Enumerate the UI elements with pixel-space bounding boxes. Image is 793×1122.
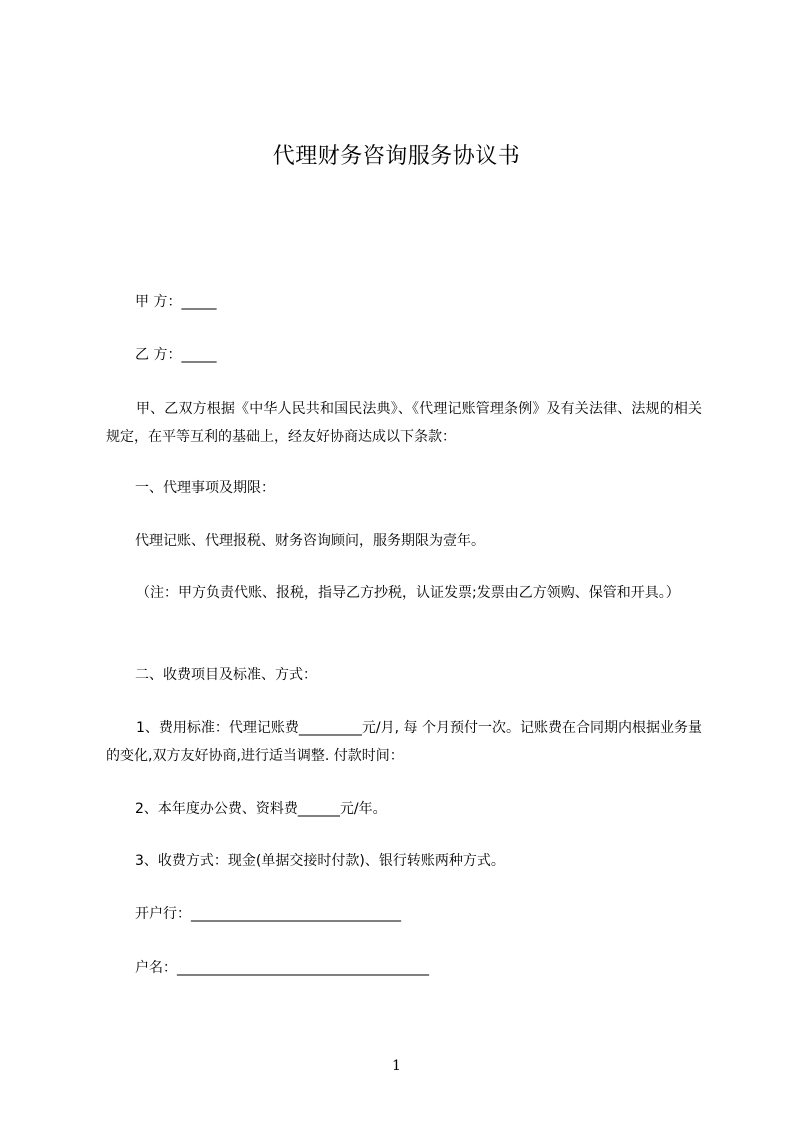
section-1-heading: 一、代理事项及期限： [135,480,275,496]
section-2-heading: 二、收费项目及标准、方式： [135,667,317,683]
party-b-line: 乙 方：_____ [135,347,217,363]
document-title: 代理财务咨询服务协议书 [272,144,521,169]
party-a-line: 甲 方：_____ [135,294,217,310]
office-fee-item: 2、本年度办公费、资料费______元/年。 [135,801,387,817]
section-1-note: （注：甲方负责代账、报税，指导乙方抄税，认证发票;发票由乙方领购、保管和开具。） [136,585,680,601]
page-number: 1 [392,1058,401,1074]
fee-standard-item: 1、费用标准：代理记账费_________元/月, 每 个月预付一次。记账费在合同期内根据业务量的变化,双方友好协商,进行适当调整. 付款时间： [106,720,702,764]
bank-field: 开户行：______________________________ [135,906,401,922]
payment-method-item: 3、收费方式：现金(单据交接时付款)、银行转账两种方式。 [135,853,505,869]
intro-paragraph: 甲、乙双方根据《中华人民共和国民法典》、《代理记账管理条例》及有关法律、法规的相关规定，在平等互利的基础上，经友好协商达成以下条款： [106,401,702,445]
account-name-field: 户名：____________________________________ [135,960,429,976]
section-1-body: 代理记账、代理报税、财务咨询顾问，服务期限为壹年。 [135,533,485,549]
